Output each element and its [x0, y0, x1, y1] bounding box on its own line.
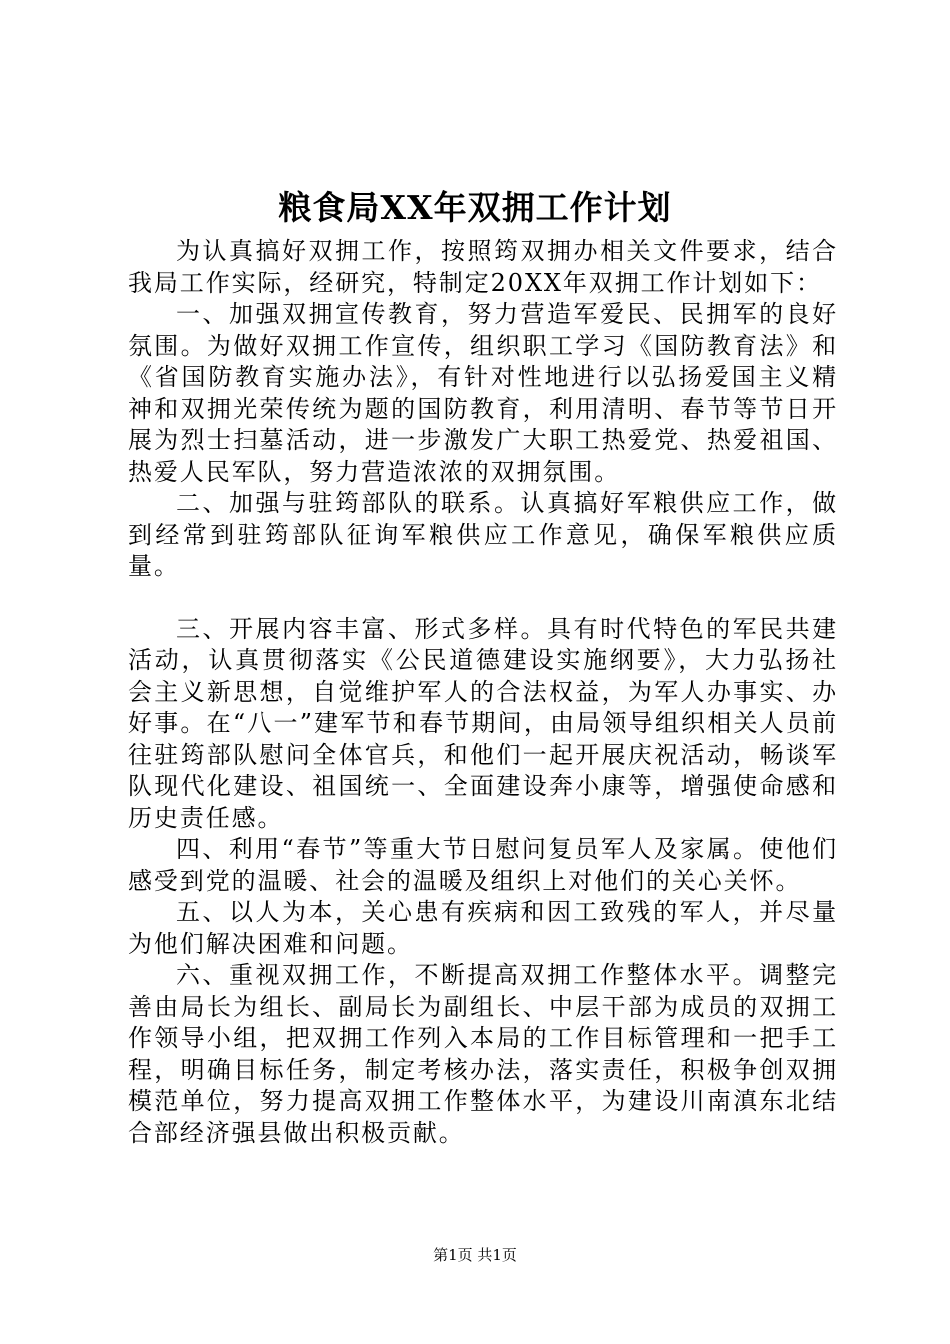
- paragraph-section-5: 五、以人为本，关心患有疾病和因工致残的军人，并尽量为他们解决困难和问题。: [128, 898, 838, 958]
- paragraph-section-4: 四、利用“春节”等重大节日慰问复员军人及家属。使他们感受到党的温暖、社会的温暖及组织上对他们的关心关怀。: [128, 835, 838, 895]
- page-footer: 第1页 共1页: [433, 1246, 517, 1264]
- document-body: [128, 236, 838, 1149]
- paragraph-section-3: 三、开展内容丰富、形式多样。具有时代特色的军民共建活动，认真贯彻落实《公民道德建设实施纲要》，大力弘扬社会主义新思想，自觉维护军人的合法权益，为军人办事实、办好事。在“八一”建军节和春节期间，由局领导组织相关人员前往驻筠部队慰问全体官兵，和他们一起开展庆祝活动，畅谈军队现代化建设、祖国统一、全面建设奔小康等，增强使命感和历史责任感。: [128, 614, 838, 832]
- document-title: 粮食局XX年双拥工作计划: [278, 188, 672, 227]
- paragraph-intro: 为认真搞好双拥工作，按照筠双拥办相关文件要求，结合我局工作实际，经研究，特制定20XX年双拥工作计划如下：: [128, 237, 838, 297]
- paragraph-section-1: 一、加强双拥宣传教育，努力营造军爱民、民拥军的良好氛围。为做好双拥工作宣传，组织职工学习《国防教育法》和《省国防教育实施办法》，有针对性地进行以弘扬爱国主义精神和双拥光荣传统为题的国防教育，利用清明、春节等节日开展为烈士扫墓活动，进一步激发广大职工热爱党、热爱祖国、热爱人民军队，努力营造浓浓的双拥氛围。: [128, 300, 838, 486]
- paragraph-section-6: 六、重视双拥工作，不断提高双拥工作整体水平。调整完善由局长为组长、副局长为副组长、中层干部为成员的双拥工作领导小组，把双拥工作列入本局的工作目标管理和一把手工程，明确目标任务，制定考核办法，落实责任，积极争创双拥模范单位，努力提高双拥工作整体水平，为建设川南滇东北结合部经济强县做出积极贡献。: [128, 961, 838, 1147]
- paragraph-section-2: 二、加强与驻筠部队的联系。认真搞好军粮供应工作，做到经常到驻筠部队征询军粮供应工作意见，确保军粮供应质量。: [128, 489, 838, 580]
